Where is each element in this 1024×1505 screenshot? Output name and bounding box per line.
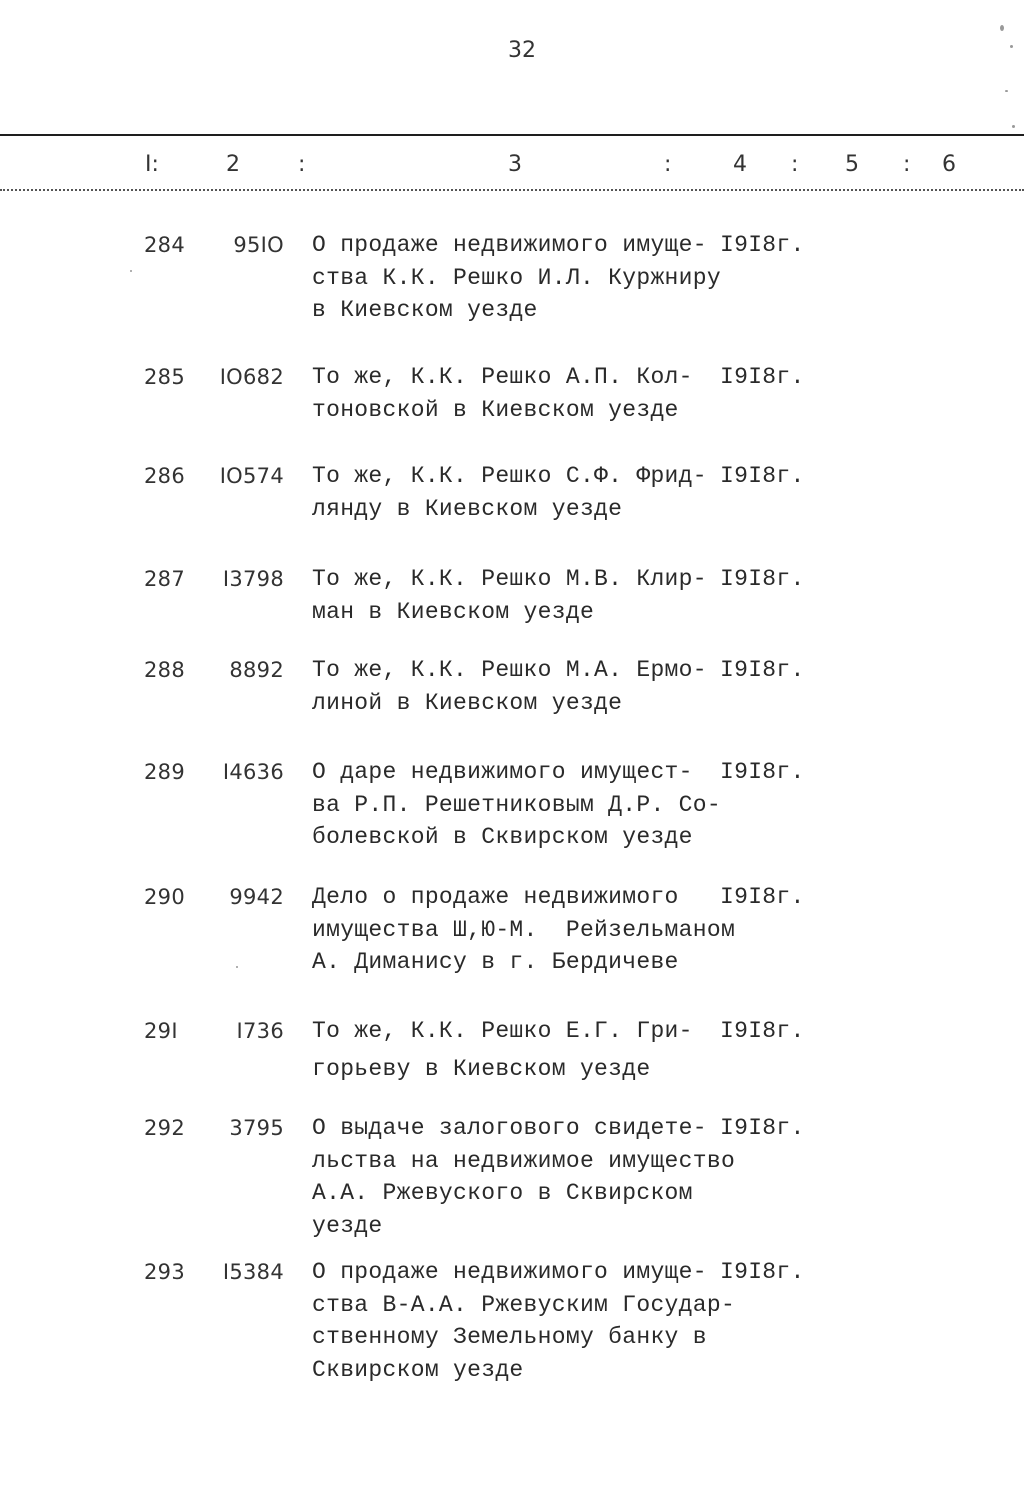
entry-code: I5384 (222, 1260, 284, 1284)
entry-description (312, 654, 732, 719)
entry-description (312, 361, 732, 426)
entry-description (312, 229, 732, 327)
description-line: лянду в Киевском уезде (312, 495, 623, 522)
entry-number: 293 (144, 1260, 185, 1284)
description-line: О продаже недвижимого имуще- (312, 232, 707, 258)
description-line: ва Р.П. Решетниковым Д.Р. Со- (312, 791, 721, 818)
entry-description (312, 1256, 736, 1386)
entry-year: I9I8г. (720, 1115, 805, 1141)
description-line: Дело о продаже недвижимого (312, 884, 679, 910)
column-header-4: 4 (733, 152, 747, 177)
entry-number: 286 (144, 464, 185, 488)
description-line: в Киевском уезде (312, 297, 538, 323)
description-line: горьеву в Киевском уезде (312, 1056, 651, 1082)
column-separator: : (664, 152, 672, 177)
description-line: То же, К.К. Решко С.Ф. Фрид- (312, 463, 707, 489)
column-separator: : (298, 152, 306, 177)
description-line: имущества Ш,Ю-М. Рейзельманом (312, 916, 736, 943)
entry-number: 292 (144, 1116, 185, 1140)
description-line: О выдаче залогового свидете- (312, 1115, 707, 1141)
description-line: ственному Земельному банку в (312, 1324, 707, 1350)
entry-code: 3795 (229, 1116, 284, 1140)
entry-year: I9I8г. (720, 1018, 805, 1044)
description-line: То же, К.К. Решко Е.Г. Гри- (312, 1018, 693, 1044)
entry-year: I9I8г. (720, 566, 805, 592)
entry-number: 285 (144, 365, 185, 389)
column-header-1: I: (145, 152, 159, 177)
description-line: То же, К.К. Решко М.А. Ермо- (312, 657, 707, 683)
entry-code: 95IO (233, 233, 284, 257)
entry-description (312, 1012, 732, 1088)
entry-description (312, 1112, 736, 1242)
column-header-5: 5 (845, 152, 859, 177)
description-line: льства на недвижимое имущество (312, 1147, 736, 1174)
description-line: уезде (312, 1212, 383, 1239)
entry-number: 284 (144, 233, 185, 257)
entry-code: 8892 (229, 658, 284, 682)
entry-code: I736 (236, 1019, 284, 1043)
entry-year: I9I8г. (720, 364, 805, 390)
entry-code: I3798 (222, 567, 284, 591)
entry-number: 287 (144, 567, 185, 591)
entry-code: I4636 (222, 760, 284, 784)
description-line: ства В-А.А. Ржевуским Государ- (312, 1291, 736, 1318)
entry-year: I9I8г. (720, 759, 805, 785)
entry-code: 9942 (229, 885, 284, 909)
description-line: О даре недвижимого имущест- (312, 759, 693, 785)
entry-year: I9I8г. (720, 657, 805, 683)
description-line: ман в Киевском уезде (312, 598, 595, 625)
scan-speck (130, 270, 132, 272)
column-header-3: 3 (508, 152, 522, 177)
description-line: линой в Киевском уезде (312, 689, 623, 716)
header-rule-bottom (0, 189, 1024, 191)
description-line: А.А. Ржевуского в Сквирском (312, 1180, 693, 1206)
entry-year: I9I8г. (720, 232, 805, 258)
entry-description (312, 460, 732, 525)
entry-description (312, 563, 732, 628)
entry-number: 290 (144, 885, 185, 909)
scan-speck (1012, 125, 1015, 128)
entry-number: 288 (144, 658, 185, 682)
description-line: А. Диманису в г. Бердичеве (312, 949, 679, 975)
entry-code: IO682 (219, 365, 284, 389)
entry-description (312, 881, 736, 979)
entry-description (312, 756, 732, 854)
description-line: тоновской в Киевском уезде (312, 396, 679, 423)
description-line: ства К.К. Решко И.Л. Куржниру (312, 264, 721, 291)
entry-number: 289 (144, 760, 185, 784)
entry-number: 29I (144, 1019, 178, 1043)
scan-speck (1010, 45, 1013, 48)
entry-year: I9I8г. (720, 1259, 805, 1285)
scan-speck (1005, 90, 1008, 92)
header-rule-top (0, 134, 1024, 136)
description-line: О продаже недвижимого имуще- (312, 1259, 707, 1285)
description-line: болевской в Сквирском уезде (312, 824, 693, 850)
entry-year: I9I8г. (720, 463, 805, 489)
page-number: 32 (508, 38, 536, 63)
column-header-2: 2 (226, 152, 240, 177)
description-line: То же, К.К. Решко А.П. Кол- (312, 364, 693, 390)
column-separator: : (903, 152, 911, 177)
column-separator: : (791, 152, 799, 177)
description-line: То же, К.К. Решко М.В. Клир- (312, 566, 707, 592)
entry-code: IO574 (219, 464, 284, 488)
scan-speck (1000, 25, 1004, 31)
scan-speck (236, 966, 238, 968)
description-line: Сквирском уезде (312, 1356, 524, 1383)
entry-year: I9I8г. (720, 884, 805, 910)
column-header-6: 6 (942, 152, 956, 177)
